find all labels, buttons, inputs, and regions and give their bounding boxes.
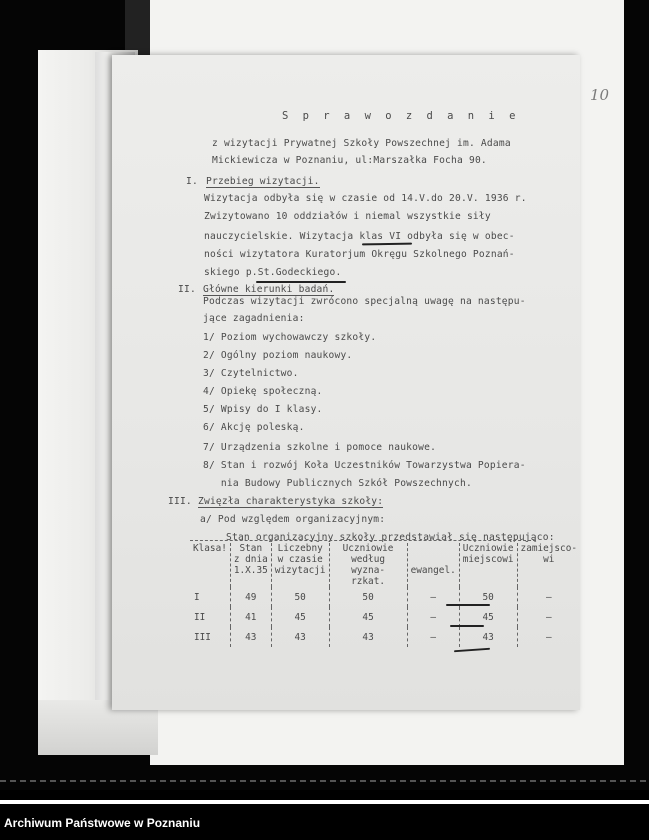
section-1-line: ności wizytatora Kuratorjum Okręgu Szkolnego Poznań-	[204, 249, 515, 260]
footer-divider	[0, 800, 649, 804]
document-page	[112, 55, 610, 710]
table-header: Klasa!	[193, 543, 227, 554]
document-subtitle-1: z wizytacji Prywatnej Szkoły Powszechnej im. Adama	[212, 138, 511, 149]
table-cell: I	[194, 591, 200, 603]
ink-underline	[450, 625, 484, 627]
section-1-line: Wizytacja odbyła się w czasie od 14.V.do 20.V. 1936 r.	[204, 193, 527, 204]
section-3-number: III.	[168, 496, 192, 507]
table-header: Liczebny w czasie wizytacji	[271, 543, 329, 587]
table-cell: 43	[230, 627, 271, 647]
table-cell: 41	[230, 607, 271, 627]
table-row	[190, 587, 580, 607]
table-row	[190, 607, 580, 627]
ink-underline	[454, 648, 490, 653]
section-1-line: nauczycielskie. Wizytacja klas VI odbyła się w obec-	[204, 231, 515, 242]
class-statistics-table	[190, 543, 580, 647]
ink-underline	[362, 243, 412, 246]
section-2-item: 2/ Ogólny poziom naukowy.	[203, 350, 353, 361]
page-number: 10	[590, 86, 610, 104]
table-cell: –	[407, 627, 459, 647]
section-2-intro: jące zagadnienia:	[203, 313, 305, 324]
section-1-line: Zwizytowano 10 oddziałów i niemal wszystkie siły	[204, 211, 491, 222]
section-2-item: 7/ Urządzenia szkolne i pomoce naukowe.	[203, 442, 437, 453]
table-cell: –	[407, 587, 459, 607]
section-2-intro: Podczas wizytacji zwrócono specjalną uwagę na następu-	[203, 296, 526, 307]
table-intro: Stan organizacyjny szkoły przedstawiał się następująco:	[226, 532, 555, 543]
table-header: Uczniowie miejscowi	[459, 543, 517, 587]
table-cell: 43	[329, 627, 407, 647]
table-cell: 50	[459, 587, 517, 607]
section-2-item: 3/ Czytelnictwo.	[203, 368, 299, 379]
table-cell: 45	[271, 607, 329, 627]
section-2-item: 5/ Wpisy do I klasy.	[203, 404, 323, 415]
section-2-heading: Główne kierunki badań.	[203, 284, 335, 295]
table-header: Uczniowie według wyzna- rzkat.	[329, 543, 407, 587]
section-2-item: 1/ Poziom wychowawczy szkoły.	[203, 332, 377, 343]
section-1-number: I.	[186, 176, 198, 187]
table-cell: –	[517, 627, 580, 647]
section-3-sub-a: a/ Pod względem organizacyjnym:	[200, 514, 386, 525]
table-row	[190, 627, 580, 647]
section-2-item: 8/ Stan i rozwój Koła Uczestników Towarzystwa Popiera-	[203, 460, 526, 471]
table-cell: 49	[230, 587, 271, 607]
table-cell: 50	[329, 587, 407, 607]
ink-underline	[256, 281, 346, 283]
table-rule	[190, 540, 536, 541]
table-cell: III	[194, 631, 211, 643]
table-cell: 45	[329, 607, 407, 627]
document-title: S p r a w o z d a n i e	[282, 110, 520, 122]
table-cell: 50	[271, 587, 329, 607]
section-3-heading: Zwięzła charakterystyka szkoły:	[198, 496, 384, 507]
table-header-row	[190, 543, 580, 587]
section-1-line: skiego p.St.Godeckiego.	[204, 267, 342, 278]
table-cell: –	[517, 607, 580, 627]
scan-edge-marks	[0, 780, 649, 782]
binding-shadow	[125, 0, 150, 55]
table-header: zamiejsco- wi	[517, 543, 580, 587]
table-cell: –	[517, 587, 580, 607]
section-2-item: nia Budowy Publicznych Szkół Powszechnych.	[203, 478, 472, 489]
table-cell: 43	[271, 627, 329, 647]
table-cell: 43	[459, 627, 517, 647]
table-cell: –	[407, 607, 459, 627]
section-2-number: II.	[178, 284, 196, 295]
table-cell: II	[194, 611, 206, 623]
archive-label: Archiwum Państwowe w Poznaniu	[4, 816, 201, 830]
ink-underline	[446, 604, 490, 606]
section-2-item: 4/ Opiekę społeczną.	[203, 386, 323, 397]
section-1-heading: Przebieg wizytacji.	[206, 176, 320, 187]
section-2-item: 6/ Akcję poleską.	[203, 422, 305, 433]
table-header: ewangel.	[407, 543, 459, 587]
table-cell: 45	[459, 607, 517, 627]
document-subtitle-2: Mickiewicza w Poznaniu, ul:Marszałka Focha 90.	[212, 155, 487, 166]
table-header: Stan z dnia 1.X.35	[230, 543, 271, 587]
